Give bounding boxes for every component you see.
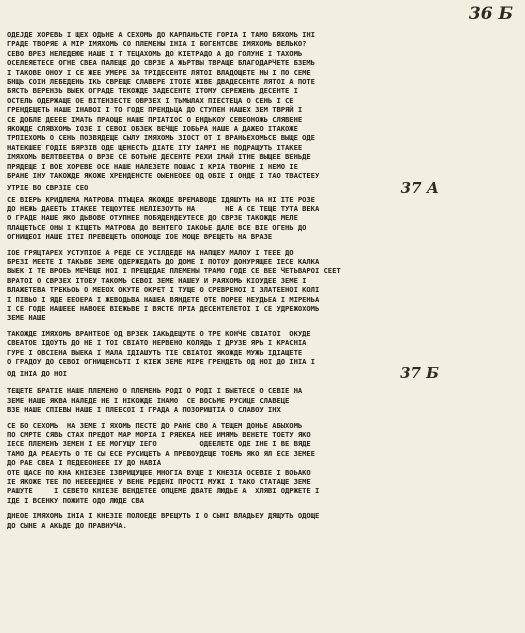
text-line: БРЕЗІ МЕЕТЕ І ТАКЬВЕ ЗЕМЕ ОДЕРЖЕДАТЬ ДО ДОМЕ І ПОТОУ ДОНУРЯЩЕЕ ІЕСЕ КАЛКА — [7, 257, 320, 266]
text-line: СЕ БО СЕХОМЬ НА ЗЕМЕ І ЯХОМЬ ПЕСТЕ ДО РАНЕ СВО А ТЕЩЕМ ДОНЬЕ АБЫХОМЬ — [7, 420, 303, 430]
paragraph-3 — [7, 248, 519, 323]
text-line: О ГРАДЕ НАШЕ ЯКО ДЬВОВЕ ОТУПНЕЕ ПОБЯДЕНДЕУТЕСЕ ДО СВРЗЕ ТАКОЖДЕ МЕЛЕ — [7, 213, 298, 223]
section-marker-37b: 37 Б — [400, 364, 439, 383]
text-line: ТАКОЖДЕ ІМЯХОМЬ ВРАНТЕОЕ ОД ВРЗЕК ІАКЬДЕЩУТЕ О ТРЕ КОНЧЕ СВІАТОІ ОКУДЕ — [7, 329, 311, 338]
text-line: ТРПІЕХОМЬ О СЕНЬ ПОЗВЯДЕЩЕ СЫЛУ ІМЯХОМЬ ЗІОСТ ОТ І ВРАНЬЕХОМЬСЕ ВЫЩЕ ОДЕ — [7, 133, 315, 143]
text-line: СВЕАТОЕ ІДОУТЬ ДО НЕ І ТОІ СВІАТО НЕРВЕНО КОЛЯДЬ І ДРУЗЕ ЯРЬ І КРАСНІА — [7, 338, 307, 347]
text-line: І ТАКОВЕ ОНОУ І СЕ ЖЕЕ УМЕРЕ ЗА ТРІДЕСЕНТЕ ЛЯТОІ ВЛАДОЩЕТЕ НЫ І ПО СЕМЕ — [7, 67, 311, 77]
text-line: ОТЕ ЩАСЕ ПО КНА КНІЕЗЕЕ ІЗВРИЩУЩЕЕ МНОГІА ВУЩЕ І КНЕЗІА ОСЕВІЕ І ВОЬАКО — [7, 467, 311, 477]
text-line: ЯКОЖДЕ СЛЯВХОМЬ ІОЗЕ І СЕВОІ ОБЗЕК ВЕЧЩЕ ІОБЬРА НАШЕ А ДАЖЕО ІТАКОЖЕ — [7, 124, 298, 133]
text-line: ЗЕМЕ НАШЕ ЯКВА НАЛЕДЕ НЕ І НІКОЖДЕ ІНАМО СЕ ВОСЬМЕ РУСИЦЕ СЛАВЕЦЕ — [7, 396, 290, 405]
text-line: О ГРАДОУ ДО СЕВОІ ОГНИЩЕНСЬТІ І КІЕЖ ЗЕМЕ МІРЕ ГРЕНДЕТЬ ОД НОІ ДО ІНІА І — [7, 357, 315, 366]
text-line: СЕ ДОБЛЕ ДЕЕЕЕ ІМАТЬ ПРАОЩЕ НАШЕ ПРІАТІОС О ЕНДЬКОУ СЕВЕОНОЖЬ СЛЯВЕНЕ — [7, 114, 303, 124]
text-line: І ПІВЬО І ЯДЕ ЕЕОЕРА І ЖЕВОДЬВА НАШЕА ВЯНДЕТЕ ОТЕ ПОРЕЕ НЕУДЬЕА І МІРЕНЬА — [7, 294, 320, 304]
text-line: ДО СЫНЕ А АКЬДЕ ДО ПРАВНУЧА. — [7, 521, 127, 530]
paragraph-1 — [7, 30, 519, 195]
text-line: ЗЕМЕ НАШЕ — [7, 313, 46, 323]
text-line: БЯСТЬ ВЕРЕНЗЬ ВЫЕК ОГРАДЕ ТЕКОЖДЕ ЗАДЕСЕНТЕ ІТОМУ СЕРЕЖЕНЬ ДЕСЕНТЕ І — [7, 86, 298, 96]
text-line: УТРІЕ ВО СВРЗІЕ СЕО — [7, 183, 89, 192]
page-number: 36 Б — [468, 4, 513, 24]
text-line: ОГНИЩЕОІ НАШЕ ІТЕІ ПРЕВЕЩЕТЬ ОПОМОЩЕ ІОЕ МОЩЕ ВРЕЩЕТЬ НА ВРАЗЕ — [7, 232, 273, 241]
text-line: ДНЕОЕ ІМЯХОМЬ ІНІА І КНЕЗІЕ ПОЛОЕДЕ ВРЕЩУТЬ І О СЫНІ ВЛАДЬЕУ ДЯЩУТЬ ОДОЩЕ — [7, 511, 320, 520]
text-line: ВЗЕ НАШЕ СПІЕВЫ НАШЕ І ПЛЕЕСОІ І ГРАДА А ПОЗОРИШТІА О СЛАВОУ ІНХ — [7, 405, 281, 414]
line-with-marker — [7, 178, 519, 197]
paragraph-6 — [7, 421, 519, 506]
text-line: ВЫЕК І ТЕ ВРОЕЬ МЕЧЕЩЕ НОІ І ПРЕЩЕДАЕ ПЛЕМЕНЫ ТРАМО ГОДЕ СЕ ВЕЕ ЧЕТЬВАРОІ СЕЕТ — [7, 266, 341, 276]
paragraph-5 — [7, 386, 519, 414]
text-line: ГРЕНДЕЩЕТЬ НАШЕ ІНАВОІ І ТО ГОДЕ ПРЕНДЬЦА ДО СТУПЕН НАШЕХ ЗЕМ ТВРЯЙ І — [7, 105, 303, 114]
text-line: БРАНЕ ІНУ ТАКОЖДЕ ЯКОЖЕ ХРЕНДЕНСТЕ ОЫЕНЕОЕЕ ОД ОБІЕ І ОНДЕ І ТАО ТВАСТЕЕУ — [7, 171, 320, 180]
paragraph-7 — [7, 511, 519, 530]
text-line: НАТЕКШЕЕ ГОДІЕ БЯРЗІВ ОДЕ ЩЕНЕСТЬ ДІАТЕ ІТУ ІАМРІ НЕ ПОДРАЩУТЬ ІТАКЕЕ — [7, 143, 303, 152]
text-line: ПО СМРТЕ СЯВЬ СТАХ ПРЕДОТ МАР МОРІА І РЯЕКЕА НЕЕ ИМЯМЬ ВЕНЕТЕ ТОЕТУ ЯКО — [7, 430, 311, 439]
text-line: ТАМО ДА РЕАЕУТЬ О ТЕ СЫ ЕСЕ РУСИЦЕТЬ А ПРЕВОУДЕЩЕ ТОЕМЬ ЯКО ЯЛ ЕСЕ ЗЕМЕЕ — [7, 449, 315, 458]
line-with-marker — [7, 364, 519, 383]
text-line: БНЩЬ СОІН ЛЕБЕДЕНЬ ІКЬ СВРЕЩЕ СЛАВЕРЕ ІТОІЕ ЖІВЕ ДВАДЕСЕНТЕ ЛЯТОІ А ПОТЕ — [7, 77, 315, 86]
text-line: ПЛАЩЕТЬСЕ ОНЫ І КІЩЕТЬ МАТРОВА ДО ВЕНТЕГО ІАКОЬЕ ДАЛЕ ВСЕ ВІЕ ОГЕНЬ ДО — [7, 223, 307, 232]
text-line: І СЕ ГОДЕ НАШЕЕЕ НАВОЕЕ ВІЕЖЬВЕ І ВЯСТЕ ПРІА ДЕСЕНТЕЛЕТОІ І СЕ УДРЕЖОХОМЬ — [7, 304, 320, 313]
paragraph-2 — [7, 195, 519, 242]
text-line: СЕ ВІЕРЬ КРИДЛЕМА МАТРОВА ПТЫЦЕА ЯКОЖДЕ ВРЕМАВОДЕ ІДЯШУТЬ НА НІ ІТЕ РОЗЕ — [7, 194, 315, 204]
text-line: ОД ІНІА ДО НОІ — [7, 369, 67, 378]
text-line: ІМЯХОМЬ ВЕЛТВЕЕТВА О ВРЗЕ СЕ БОТЬНЕ ДЕСЕНТЕ РЕХИ ІМАЙ ІТНЕ ВЫЩЕЕ ВЕНЬДЕ — [7, 152, 311, 161]
text-line: ГУРЕ І ОВСІЕНА ВЫЕКА І МАЛА ІДІАШУТЬ ТІЕ СВІАТОІ ЯКОЖДЕ МУЖЬ ІДІАЩЕТЕ — [7, 347, 303, 357]
section-marker-37a: 37 А — [400, 178, 439, 197]
text-line: ІЕСЕ ПЛЕМЕНЪ ЗЕМЕН І ЕЕ МОГУЩУ ІЕГО ОДЕЕЛЕТЕ ОДЕ ІНЕ І ВЕ ВЯДЕ — [7, 439, 311, 449]
text-line: ДО РАЕ СВЕА І ПЕДЕЕОНЕЕЕ ІУ ДО НАВІА — [7, 458, 161, 467]
text-line: ТЕЩЕТЕ БРАТІЕ НАШЕ ПЛЕМЕНО О ПЛЕМЕНЬ РОДІ О РОДІ І БЫЕТЕСЕ О СЕВІЕ НА — [7, 386, 303, 396]
text-line: ІОЕ ГРЯЦТАРЕХ УСТУПІОЕ А РЕДЕ СЕ УСІЛДЕДЕ НА НАПЩЕУ МАЛОУ І ТЕЕЕ ДО — [7, 247, 294, 257]
text-line: ІДЕ І ВСЕНКУ ПОЖИТЕ ОДО ЛЮДЕ СВА — [7, 496, 144, 505]
text-line: ПРЯДЕЩЕ І ВОЕ ХОРЕВЕ ОСЕ НАШЕ НАЛЕЗЕТЕ ПОШАС І КРІА ТВОРНЕ І НЕМО ІЕ — [7, 162, 298, 171]
text-line: ОСЕЛЕЯЕТЕСЕ ОГНЕ СВЕА ПАЛЕЩЕ ДО СВРЗЕ А ЖЬРТВЫ ТВРАЩЕ БЛАГОДАРЧЕТЕ БЗЕМЬ — [7, 58, 315, 67]
text-line: ВЛАЖЕТЕВА ТРЕКЬОЬ О МЕЕОХ ОКУТЕ ОКРЕТ І ТУЩЕ О СРЕВРЕНОІ І ЗЛАТЕЕНОІ КОЛІ — [7, 285, 320, 294]
text-line: ДО НЕЖЬ ДАЕЕТЬ ІТАКЕЕ ТЕЩОУТЕЕ НЕЛІЕЗОУТЬ НА НЕ А СЕ ТЕЩЕ ТУТА ВЕКА — [7, 204, 320, 213]
text-line: ВРАТОІ О СВРЗЕХ ІТОЕУ ТАКОМЬ СЕВОІ ЗЕМЕ НАШЕУ И РАЯХОМЬ КІОУДЕЕ ЗЕМЕ І — [7, 276, 307, 285]
text-line: СЕВО ВРЕЗ НЕЛЕДЕЮЕ НАШЕ І Т ТЕЦАХОМЬ ДО КІЕТРАДО А ДО ГОЛУНЕ І ТАХОМЬ — [7, 49, 303, 58]
paragraph-4 — [7, 329, 519, 381]
text-line: ОСТЕЛЬ ОДЕРЖАЩЕ ОЕ ВІТЕНЗЕСТЕ ОВРЗЕХ І ТЬМЫЛАХ ПІЕСТЕЦА О СЕНЬ І СЕ — [7, 96, 294, 105]
text-line: РАШУТЕ І СЕВЕТО КНІЕЗЕ ВЕНДЕТЕЕ ОПЦЕМЕ ДВАТЕ ЛЮДЬЕ А ХЛЯВІ ОДРЖЕТЕ І — [7, 486, 320, 496]
text-line: ІЕ ЯКОЖЕ ТЕЕ ПО НЕЕЕЕДНЕЕ У ВЕНЕ РЕДЕНІ ПРОСТІ МУЖІ І ТАКО СТАТАЩЕ ЗЕМЕ — [7, 477, 311, 486]
text-line: ОДЕЈДЕ ХОРЕВЬ І ЩЕХ ОДЬНЕ А СЕХОМЬ ДО КАРПАНЬСТЕ ГОРІА І ТАМО БЯХОМЬ ІНІ — [7, 30, 315, 39]
text-line: ГРАДЕ ТВОРЯЕ А МІР ІМЯХОМЬ СО ПЛЕМЕНЫ ІНІА І БОГЕНТСВЕ ІМЯХОМЬ ВЕЛЬКО? — [7, 39, 307, 49]
